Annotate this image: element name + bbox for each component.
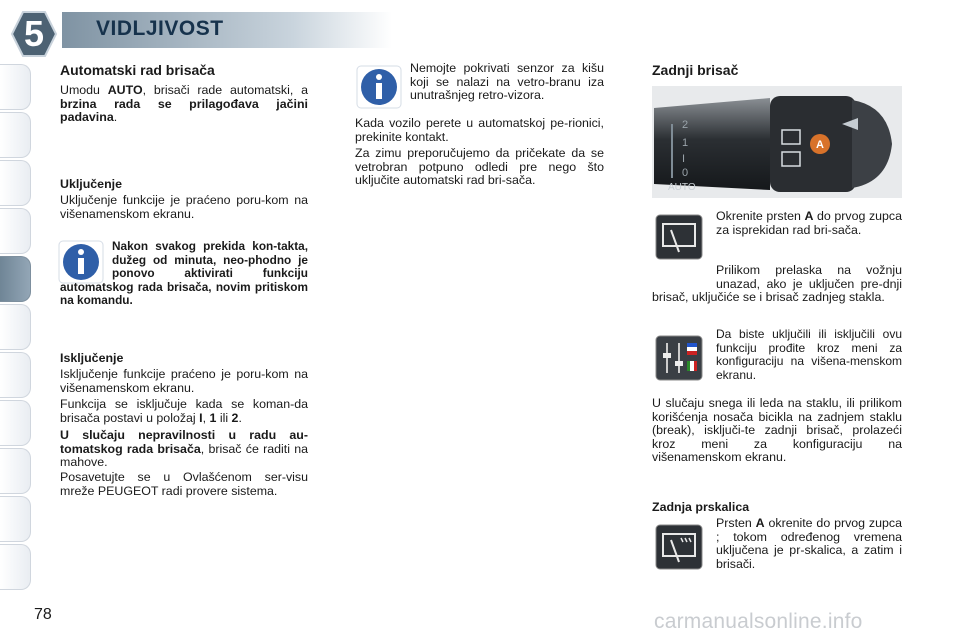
note-text: Nakon svakog prekida kon-takta, dužeg od minuta, neo-phodno je ponovo aktivirati funkciju automatskog rada brisača, novim pritiskom na komandu.: [60, 239, 308, 308]
malfunction-rest: , brisač će raditi na mahove.: [60, 441, 308, 470]
reverse-content: Prilikom prelaska na vožnju unazad, ako je uključen pre-dnji brisač, uključiće se i brisač zadnjeg stakla.: [652, 263, 902, 305]
intro-end: .: [113, 110, 118, 125]
auto-wipe-note: [60, 240, 308, 308]
chapter-tab-5-active[interactable]: [0, 256, 31, 302]
stalk-label-I: I: [682, 153, 686, 165]
page-number: 78: [34, 606, 52, 623]
stalk-label-0: 0: [682, 167, 689, 179]
service-text: Posavetujte se u Ovlašćenom ser-visu mreže PEUGEOT radi provere sistema.: [60, 470, 308, 498]
off-text-2g: .: [238, 410, 242, 425]
chapter-tab-6[interactable]: [0, 304, 31, 350]
intro-text: Umodu: [60, 83, 108, 97]
on-text: Uključenje funkcije je praćeno poru-kom na višenamenskom ekranu.: [60, 193, 308, 221]
rear-wiper-icon: [655, 214, 703, 260]
config-menu-icon: [655, 335, 703, 381]
stalk-label-2: 2: [682, 119, 689, 131]
pos-2: 2: [231, 410, 239, 425]
rotate-text-a: Okrenite prsten: [716, 209, 805, 223]
chapter-tab-10[interactable]: [0, 496, 31, 542]
off-text-2a: Funkcija se isključuje kada se koman-da brisača postavi u položaj: [60, 397, 308, 425]
rotate-text-c: do prvog zupca za isprekidan rad bri-sača.: [716, 209, 903, 237]
car-wash-text: Kada vozilo perete u automatskoj pe-rionici, prekinite kontakt.: [355, 116, 604, 144]
intro-bold: brzina rada se prilagođava jačini padavina: [60, 96, 308, 125]
washer-title: Zadnja prskalica: [652, 500, 750, 514]
malfunction-text: [60, 429, 308, 470]
rotate-ring-a: A: [804, 209, 814, 223]
chapter-tab-1[interactable]: [0, 64, 31, 110]
chapter-tab-2[interactable]: [0, 112, 31, 158]
washer-ring-a: A: [755, 516, 765, 530]
section-title-auto-wipe: Automatski rad brisača: [60, 62, 215, 78]
washer-text-c: okrenite do prvog zupca ; tokom određenog vremena uključena je pr-skalica, a zatim i brisači.: [716, 516, 902, 571]
chapter-tabs: [0, 0, 34, 640]
config-text: Da biste uključili ili isključili ovu funkciju prođite kroz meni za konfiguraciju na višena-menskom ekranu.: [716, 327, 902, 382]
intro-auto: AUTO: [107, 83, 143, 97]
snow-ice-text: U slučaju snega ili leda na staklu, ili prilikom korišćenja nosača bicikla na zadnjem staklu (break), isključi-te zadnji brisač, prolazeći kroz meni za konfiguraciju na višenamenskom ekranu.: [652, 396, 902, 465]
reverse-text: [652, 264, 902, 305]
off-text-2: [60, 398, 308, 425]
watermark: carmanualsonline.info: [654, 610, 863, 633]
stalk-label-1: 1: [682, 137, 689, 149]
rotate-ring-text: [716, 210, 902, 237]
chapter-tab-8[interactable]: [0, 400, 31, 446]
chapter-tab-3[interactable]: [0, 160, 31, 206]
ring-label-a: A: [816, 139, 824, 151]
pos-I: I: [199, 410, 203, 425]
off-title: Isključenje: [60, 351, 124, 365]
chapter-tab-4[interactable]: [0, 208, 31, 254]
washer-text-a: Prsten: [716, 516, 756, 530]
intro-text-2: , brisači rade automatski, a: [142, 83, 308, 97]
chapter-number: 5: [23, 13, 45, 54]
wiper-stalk-image: [652, 86, 902, 198]
chapter-tab-9[interactable]: [0, 448, 31, 494]
info-icon-2: [356, 65, 402, 109]
malfunction-bold: U slučaju nepravilnosti u radu au-tomatskog rada brisača: [60, 428, 308, 456]
sensor-note: Nemojte pokrivati senzor za kišu koji se nalazi na vetro-branu iza unutrašnjeg retro-vizora.: [410, 61, 604, 103]
auto-wipe-intro: [60, 84, 308, 125]
on-title: Uključenje: [60, 177, 122, 191]
page-title: VIDLJIVOST: [96, 17, 224, 40]
washer-text: [716, 517, 902, 571]
chapter-tab-7[interactable]: [0, 352, 31, 398]
off-text-2e: ili: [216, 410, 232, 425]
off-text: Isključenje funkcije praćeno je poru-kom na višenamenskom ekranu.: [60, 367, 308, 395]
stalk-label-auto: AUTO: [668, 182, 696, 193]
rear-washer-icon: [655, 524, 703, 570]
chapter-tab-11[interactable]: [0, 544, 31, 590]
winter-text: Za zimu preporučujemo da pričekate da se vetrobran potpuno odledi pre nego što uključite automatski rad bri-sača.: [355, 146, 604, 188]
pos-1: 1: [209, 410, 217, 425]
off-text-2c: ,: [202, 410, 210, 425]
section-title-rear-wiper: Zadnji brisač: [652, 62, 739, 78]
